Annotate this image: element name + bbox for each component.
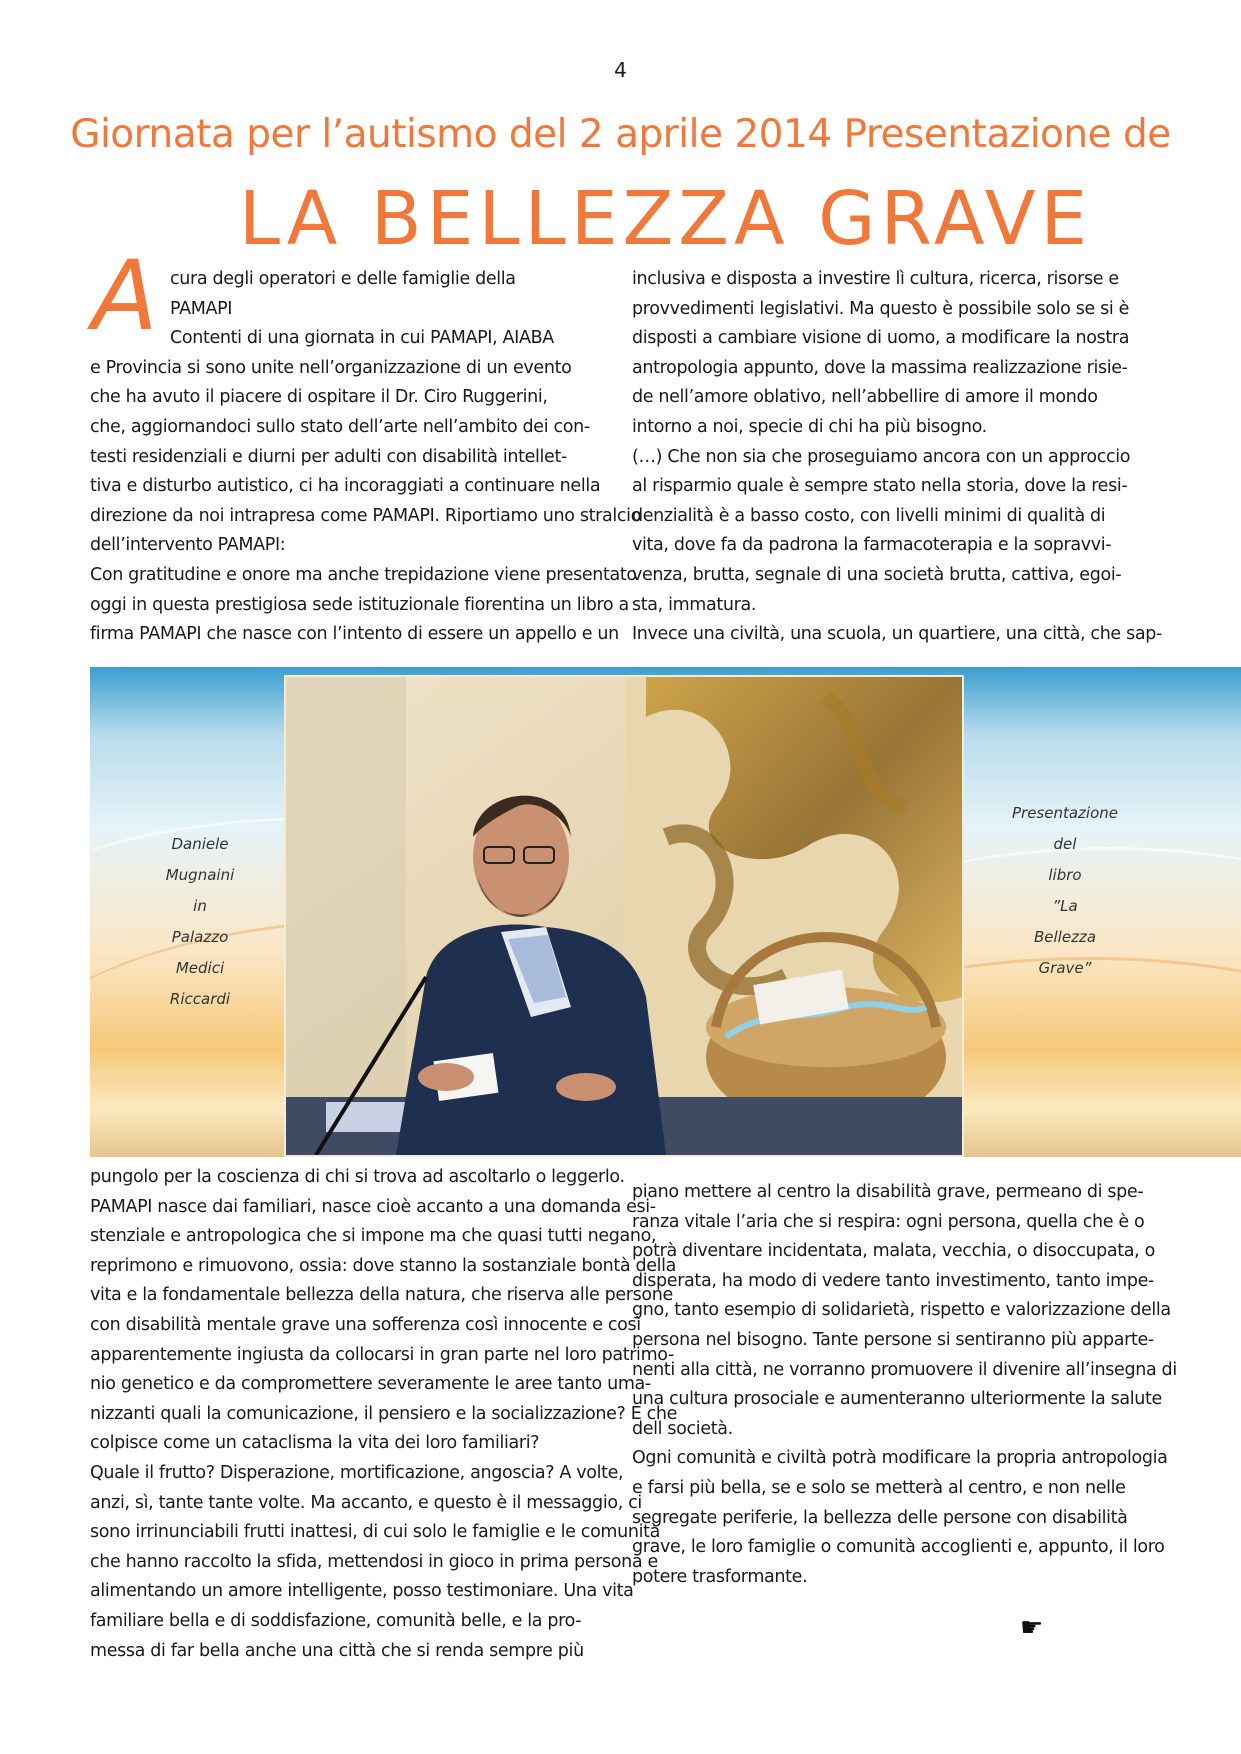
column-2-top xyxy=(632,265,1162,650)
column-2-bottom xyxy=(632,1178,1177,1592)
text-line: Quale il frutto? Disperazione, mortificazione, angoscia? A volte, xyxy=(90,1462,624,1483)
text-line: vita e la fondamentale bellezza della natura, che riserva alle persone xyxy=(90,1285,673,1306)
text-line: firma PAMAPI che nasce con l’intento di essere un appello e un xyxy=(90,624,619,645)
text-line: nenti alla città, ne vorranno promuovere il divenire all’insegna di xyxy=(632,1359,1177,1380)
text-line: antropologia appunto, dove la massima realizzazione risie- xyxy=(632,357,1128,378)
text-line: sta, immatura. xyxy=(632,594,757,615)
text-line: gno, tanto esempio di solidarietà, rispetto e valorizzazione della xyxy=(632,1300,1171,1321)
text-line: tiva e disturbo autistico, ci ha incoraggiati a continuare nella xyxy=(90,476,601,497)
text-line: sono irrinunciabili frutti inattesi, di cui solo le famiglie e le comunità xyxy=(90,1522,660,1543)
column-1-top xyxy=(90,265,641,650)
text-line: ranza vitale l’aria che si respira: ogni persona, quella che è o xyxy=(632,1211,1145,1232)
text-line: Contenti di una giornata in cui PAMAPI, AIABA xyxy=(170,328,554,349)
speaker-photo-illustration xyxy=(286,677,962,1155)
caption-line: libro xyxy=(1048,866,1082,884)
caption-line: Riccardi xyxy=(169,990,231,1008)
text-line: pungolo per la coscienza di chi si trova ad ascoltarlo o leggerlo. xyxy=(90,1167,625,1187)
text-line: PAMAPI xyxy=(170,298,233,319)
caption-left xyxy=(130,829,270,1015)
text-line: che ha avuto il piacere di ospitare il Dr. Ciro Ruggerini, xyxy=(90,387,548,408)
text-line: potrà diventare incidentata, malata, vecchia, o disoccupata, o xyxy=(632,1241,1155,1262)
caption-line: del xyxy=(1053,835,1077,853)
text-line: Invece una civiltà, una scuola, un quartiere, una città, che sap- xyxy=(632,624,1162,645)
text-line: Ogni comunità e civiltà potrà modificare la propria antropologia xyxy=(632,1448,1168,1469)
text-line: nizzanti quali la comunicazione, il pensiero e la socializzazione? E che xyxy=(90,1403,678,1424)
text-line: con disabilità mentale grave una sofferenza così innocente e così xyxy=(90,1314,641,1335)
text-line: apparentemente ingiusta da collocarsi in gran parte nel loro patrimo- xyxy=(90,1344,674,1365)
text-line: alimentando un amore intelligente, posso testimoniare. Una vita xyxy=(90,1581,634,1602)
page-number: 4 xyxy=(614,58,627,82)
speaker-photo xyxy=(284,675,964,1157)
text-line: messa di far bella anche una città che si renda sempre più xyxy=(90,1640,584,1661)
drop-cap: A xyxy=(92,240,158,352)
caption-line: Daniele xyxy=(171,835,229,853)
headline: LA BELLEZZA GRAVE xyxy=(238,176,1093,262)
text-line: al risparmio quale è sempre stato nella storia, dove la resi- xyxy=(632,476,1128,497)
caption-line: Bellezza xyxy=(1033,928,1097,946)
text-line: piano mettere al centro la disabilità grave, permeano di spe- xyxy=(632,1182,1144,1202)
text-line: disposti a cambiare visione di uomo, a modificare la nostra xyxy=(632,328,1130,349)
pointing-hand-icon: ☛ xyxy=(1020,1613,1044,1643)
text-line: PAMAPI nasce dai familiari, nasce cioè accanto a una domanda esi- xyxy=(90,1196,656,1217)
caption-line: Grave” xyxy=(1038,959,1092,977)
text-line: colpisce come un cataclisma la vita dei loro familiari? xyxy=(90,1433,540,1454)
text-line: oggi in questa prestigiosa sede istituzionale fiorentina un libro a xyxy=(90,594,629,615)
text-line: stenziale e antropologica che si impone ma che quasi tutti negano, xyxy=(90,1226,657,1247)
text-line: grave, le loro famiglie o comunità accoglienti e, appunto, il loro xyxy=(632,1537,1165,1558)
text-line: denzialità è a basso costo, con livelli minimi di qualità di xyxy=(632,505,1106,526)
text-line: che, aggiornandoci sullo stato dell’arte nell’ambito dei con- xyxy=(90,416,590,437)
text-line: anzi, sì, tante tante volte. Ma accanto, e questo è il messaggio, ci xyxy=(90,1492,642,1513)
column-1-bottom xyxy=(90,1163,678,1666)
caption-line: in xyxy=(193,897,207,915)
caption-line: Mugnaini xyxy=(165,866,235,884)
caption-line: Presentazione xyxy=(1011,804,1119,822)
kicker-title: Giornata per l’autismo del 2 aprile 2014 Presentazione de xyxy=(70,112,1171,157)
text-line: dell’intervento PAMAPI: xyxy=(90,535,286,556)
text-line: inclusiva e disposta a investire lì cultura, ricerca, risorse e xyxy=(632,269,1119,289)
text-line: e Provincia si sono unite nell’organizzazione di un evento xyxy=(90,357,572,378)
text-line: de nell’amore oblativo, nell’abbellire di amore il mondo xyxy=(632,387,1098,408)
text-line: vita, dove fa da padrona la farmacoterapia e la sopravvi- xyxy=(632,535,1112,556)
text-line: una cultura prosociale e aumenteranno ulteriormente la salute xyxy=(632,1389,1162,1410)
text-line: reprimono e rimuovono, ossia: dove stanno la sostanziale bontà della xyxy=(90,1255,677,1276)
text-line: Con gratitudine e onore ma anche trepidazione viene presentato xyxy=(90,564,637,585)
caption-right xyxy=(985,798,1145,984)
text-line: intorno a noi, specie di chi ha più bisogno. xyxy=(632,416,987,437)
text-line: direzione da noi intrapresa come PAMAPI. Riportiamo uno stralcio xyxy=(90,505,641,526)
text-line: venza, brutta, segnale di una società brutta, cattiva, egoi- xyxy=(632,564,1122,585)
text-line: dell società. xyxy=(632,1418,733,1439)
caption-line: Palazzo xyxy=(171,928,229,946)
text-line: cura degli operatori e delle famiglie della xyxy=(170,269,516,289)
caption-line: ”La xyxy=(1052,897,1078,915)
text-line: potere trasformante. xyxy=(632,1566,808,1587)
text-line: disperata, ha modo di vedere tanto investimento, tanto impe- xyxy=(632,1270,1155,1291)
text-line: e farsi più bella, se e solo se metterà al centro, e non nelle xyxy=(632,1477,1126,1498)
text-line: familiare bella e di soddisfazione, comunità belle, e la pro- xyxy=(90,1610,582,1631)
text-line: testi residenziali e diurni per adulti con disabilità intellet- xyxy=(90,446,567,467)
text-line: segregate periferie, la bellezza delle persone con disabilità xyxy=(632,1507,1128,1528)
caption-line: Medici xyxy=(175,959,225,977)
text-line: che hanno raccolto la sfida, mettendosi in gioco in prima persona e xyxy=(90,1551,658,1572)
text-line: nio genetico e da compromettere severamente le aree tanto uma- xyxy=(90,1374,651,1395)
text-line: persona nel bisogno. Tante persone si sentiranno più apparte- xyxy=(632,1329,1154,1350)
text-line: provvedimenti legislativi. Ma questo è possibile solo se si è xyxy=(632,298,1130,319)
text-line: (…) Che non sia che proseguiamo ancora con un approccio xyxy=(632,446,1131,467)
